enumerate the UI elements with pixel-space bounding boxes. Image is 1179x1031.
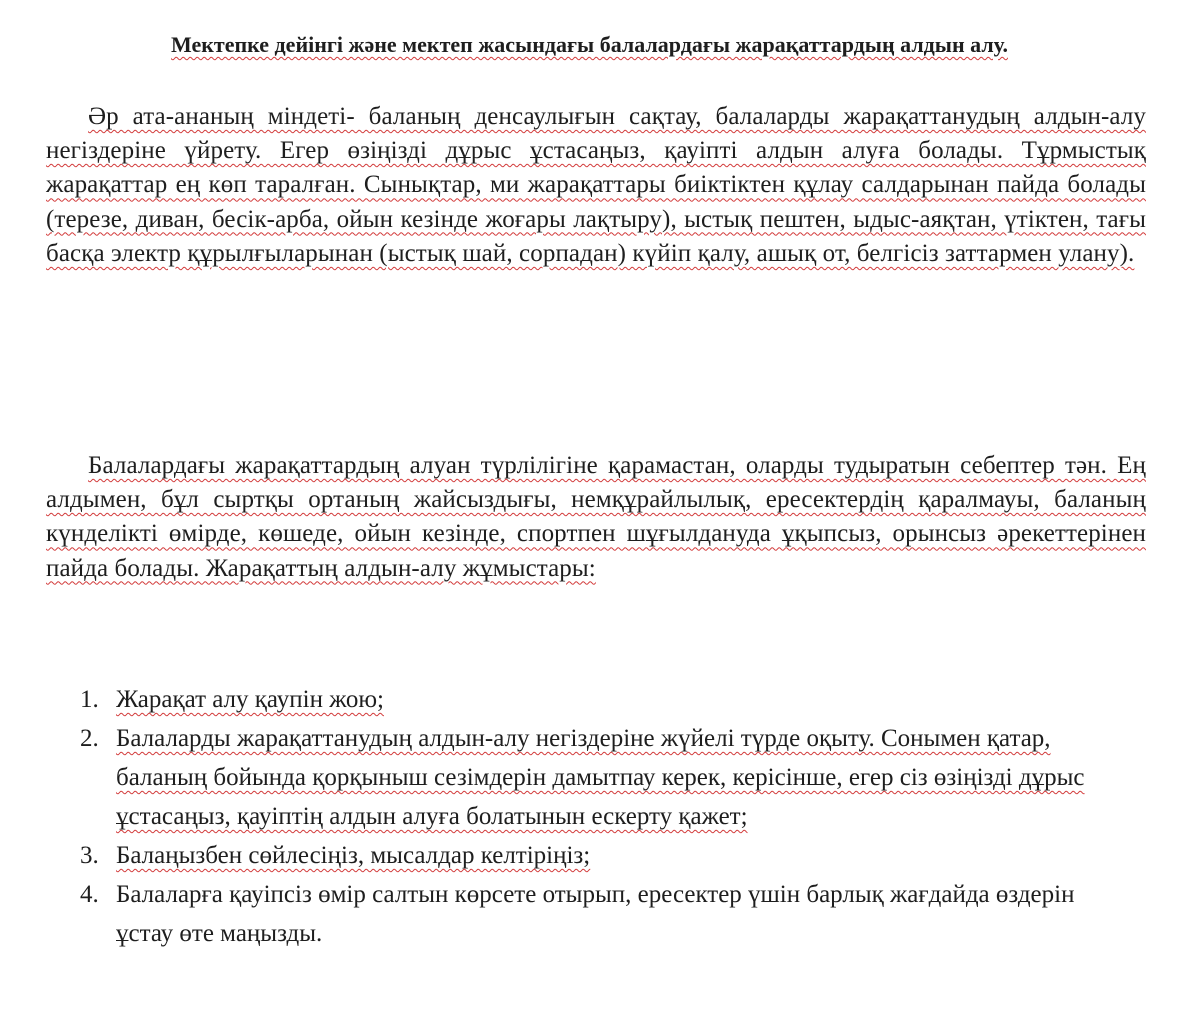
list-item-number: 1. bbox=[80, 686, 99, 713]
list-item bbox=[80, 719, 1100, 836]
document-title: Мектепке дейінгі және мектеп жасындағы балалардағы жарақаттардың алдын алу. bbox=[171, 32, 1008, 57]
list-item-text: Балаларды жарақаттанудың алдын-алу негіздеріне жүйелі түрде оқыту. Сонымен қатар, баланың бойында қорқыныш сезімдерін дамытпау керек, керісінше, егер сіз өзіңізді дұрыс ұстасаңыз, қауіптің алдын алуға болатынын ескерту қажет; bbox=[116, 725, 1085, 830]
paragraph-causes: Балалардағы жарақаттардың алуан түрлілігіне қарамастан, оларды тудыратын себептер тән. Ең алдымен, бұл сыртқы ортаның жайсыздығы, немқұрайлылық, ересектердің қаралмауы, баланың күнделікті өмірде, көшеде, ойын кезінде, спортпен шұғылдануда ұқыпсыз, орынсыз әрекеттерінен пайда болады. Жарақаттың алдын-алу жұмыстары: bbox=[46, 452, 1146, 582]
list-item-text: Балаңызбен сөйлесіңіз, мысалдар келтіріңіз; bbox=[116, 842, 591, 869]
prevention-list bbox=[80, 680, 1100, 953]
list-item-text: Жарақат алу қаупін жою; bbox=[116, 686, 384, 713]
list-item-number: 2. bbox=[80, 725, 99, 752]
list-item-number: 3. bbox=[80, 842, 99, 869]
list-item bbox=[80, 836, 1100, 875]
list-item bbox=[80, 680, 1100, 719]
list-item bbox=[80, 875, 1100, 953]
paragraph-intro: Әр ата-ананың міндеті- баланың денсаулығын сақтау, балаларды жарақаттанудың алдын-алу негіздеріне үйрету. Егер өзіңізді дұрыс ұстасаңыз, қауіпті алдын алуға болады. Тұрмыстық жарақаттар ең көп таралған. Сынықтар, ми жарақаттары биіктіктен құлау салдарынан пайда болады (терезе, диван, бесік-арба, ойын кезінде жоғары лақтыру), ыстық пештен, ыдыс-аяқтан, үтіктен, тағы басқа электр құрылғыларынан (ыстық шай, сорпадан) күйіп қалу, ашық от, белгісіз заттармен улану). bbox=[46, 103, 1146, 267]
list-item-text: Балаларға қауіпсіз өмір салтын көрсете отырып, ересектер үшін барлық жағдайда өздерін ұстау өте маңызды. bbox=[116, 881, 1075, 947]
list-item-number: 4. bbox=[80, 881, 99, 908]
